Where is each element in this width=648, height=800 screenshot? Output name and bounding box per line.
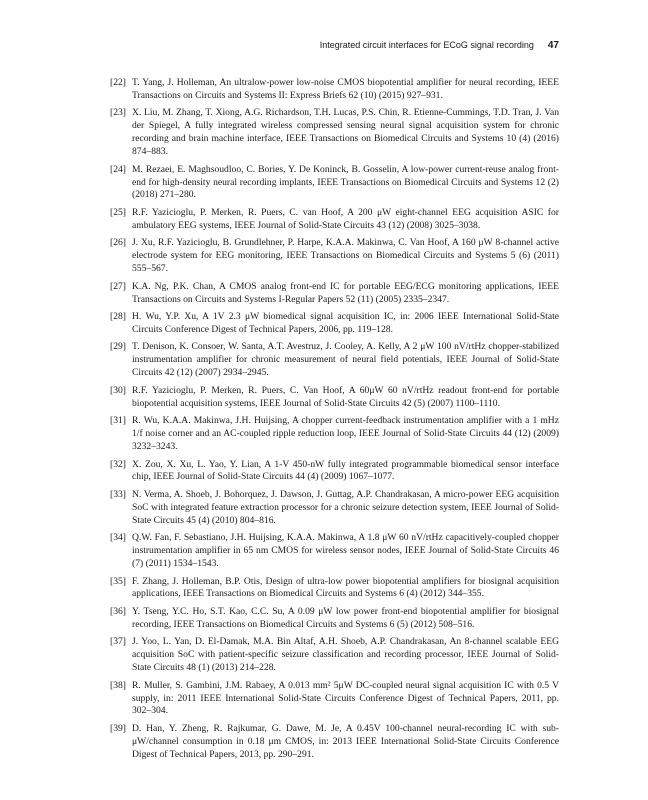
reference-text: M. Rezaei, E. Maghsoudloo, C. Bories, Y. De Koninck, B. Gosselin, A low-power current-reuse analog front-end for high-density neural recording implants, IEEE Transactions on Biomedical Circuits and Systems 12 (2) (2018) 271–280. [132, 163, 559, 201]
reference-text: N. Verma, A. Shoeb, J. Bohorquez, J. Dawson, J. Guttag, A.P. Chandrakasan, A micro-power EEG acquisition SoC with integrated feature extraction processor for a chronic seizure detection system, IEEE Journal of Solid-State Circuits 45 (4) (2010) 804–816. [132, 488, 559, 526]
reference-text: J. Yoo, L. Yan, D. El-Damak, M.A. Bin Altaf, A.H. Shoeb, A.P. Chandrakasan, An 8-channel scalable EEG acquisition SoC with patient-specific seizure classification and recording processor, IEEE Journal of Solid-State Circuits 48 (1) (2013) 214–228. [132, 636, 559, 674]
reference-text: T. Denison, K. Consoer, W. Santa, A.T. Avestruz, J. Cooley, A. Kelly, A 2 μW 100 nV/rtHz chopper-stabilized instrumentation amplifier for chronic measurement of neural field potentials, IEEE Journal of Solid-State Circuits 42 (12) (2007) 2934–2945. [132, 341, 559, 379]
reference-label: [34] [110, 532, 126, 544]
reference-item [110, 606, 559, 632]
reference-item [110, 341, 559, 380]
reference-item [110, 281, 559, 307]
reference-label: [27] [110, 280, 126, 292]
reference-item [110, 207, 559, 233]
reference-text: H. Wu, Y.P. Xu, A 1V 2.3 μW biomedical signal acquisition IC, in: 2006 IEEE International Solid-State Circuits Conference Digest of Technical Papers, 2006, pp. 119–128. [132, 311, 559, 335]
reference-item [110, 385, 559, 411]
reference-item [110, 489, 559, 528]
reference-item [110, 532, 559, 571]
reference-text: X. Zou, X. Xu, L. Yao, Y. Lian, A 1-V 450-nW fully integrated programmable biomedical sensor interface chip, IEEE Journal of Solid-State Circuits 44 (4) (2009) 1067–1077. [132, 458, 559, 483]
reference-label: [24] [110, 163, 126, 175]
reference-text: R.F. Yazicioglu, P. Merken, R. Puers, C. Van Hoof, A 60μW 60 nV/rtHz readout front-end for portable biopotential acquisition systems, IEEE Journal of Solid-State Circuits 42 (5) (2007) 1100–1110. [132, 384, 559, 409]
reference-label: [26] [110, 237, 126, 249]
reference-item [110, 311, 559, 337]
reference-label: [23] [110, 107, 126, 119]
reference-text: X. Liu, M. Zhang, T. Xiong, A.G. Richardson, T.H. Lucas, P.S. Chin, R. Etienne-Cummings, T.D. Tran, J. Van der Spiegel, A fully integrated wireless compressed sensing neural signal acquisition system for chronic recording and brain machine interface, IEEE Transactions on Biomedical Circuits and Systems 10 (4) (2016) 874–883. [132, 107, 559, 158]
reference-text: J. Xu, R.F. Yazicioglu, B. Grundlehner, P. Harpe, K.A.A. Makinwa, C. Van Hoof, A 160 μW 8-channel active electrode system for EEG monitoring, IEEE Transactions on Biomedical Circuits and Systems 5 (6) (2011) 555–567. [132, 237, 559, 275]
reference-label: [30] [110, 384, 126, 396]
reference-label: [29] [110, 341, 126, 353]
reference-text: F. Zhang, J. Holleman, B.P. Otis, Design of ultra-low power biopotential amplifiers for biosignal acquisition applications, IEEE Transactions on Biomedical Circuits and Systems 6 (4) (2012) 344–355. [132, 575, 559, 600]
reference-label: [35] [110, 575, 126, 587]
reference-text: R. Muller, S. Gambini, J.M. Rabaey, A 0.013 mm² 5μW DC-coupled neural signal acquisition IC with 0.5 V supply, in: 2011 IEEE International Solid-State Circuits Conference Digest of Technical Papers, 2011, pp. 302–304. [132, 679, 559, 717]
reference-item [110, 164, 559, 203]
reference-label: [28] [110, 311, 126, 323]
reference-item [110, 636, 559, 675]
reference-item [110, 107, 559, 159]
reference-item [110, 415, 559, 454]
running-header [110, 40, 559, 54]
reference-label: [33] [110, 488, 126, 500]
reference-text: D. Han, Y. Zheng, R. Rajkumar, G. Dawe, M. Je, A 0.45V 100-channel neural-recording IC with sub-μW/channel consumption in 0.18 μm CMOS, in: 2013 IEEE International Solid-State Circuits Conference Digest of Technical Papers, 2013, pp. 290–291. [132, 722, 559, 760]
reference-item [110, 459, 559, 485]
running-title: Integrated circuit interfaces for ECoG signal recording [319, 40, 534, 50]
reference-text: Y. Tseng, Y.C. Ho, S.T. Kao, C.C. Su, A 0.09 μW low power front-end biopotential amplifier for biosignal recording, IEEE Transactions on Biomedical Circuits and Systems 6 (5) (2012) 508–516. [132, 605, 559, 630]
reference-label: [31] [110, 415, 126, 427]
reference-label: [36] [110, 605, 126, 617]
reference-label: [32] [110, 458, 126, 470]
reference-label: [39] [110, 722, 126, 734]
reference-item [110, 576, 559, 602]
reference-item [110, 680, 559, 719]
reference-text: K.A. Ng, P.K. Chan, A CMOS analog front-end IC for portable EEG/ECG monitoring applications, IEEE Transactions on Circuits and Systems I-Regular Papers 52 (11) (2005) 2335–2347. [132, 280, 559, 305]
reference-label: [25] [110, 206, 126, 218]
reference-text: R. Wu, K.A.A. Makinwa, J.H. Huijsing, A chopper current-feedback instrumentation amplifier with a 1 mHz 1/f noise corner and an AC-coupled ripple reduction loop, IEEE Journal of Solid-State Circuits 44 (12) (2009) 3232–3243. [132, 415, 559, 452]
reference-item [110, 237, 559, 276]
reference-label: [37] [110, 636, 126, 648]
reference-item [110, 723, 559, 762]
page-number: 47 [547, 40, 559, 51]
reference-text: Q.W. Fan, F. Sebastiano, J.H. Huijsing, K.A.A. Makinwa, A 1.8 μW 60 nV/rtHz capacitively-coupled chopper instrumentation amplifier in 65 nm CMOS for wireless sensor nodes, IEEE Journal of Solid-State Circuits 46 (7) (2011) 1534–1543. [132, 532, 559, 570]
reference-label: [22] [110, 77, 126, 88]
reference-label: [38] [110, 679, 126, 691]
reference-text: R.F. Yazicioglu, P. Merken, R. Puers, C. van Hoof, A 200 μW eight-channel EEG acquisition ASIC for ambulatory EEG systems, IEEE Journal of Solid-State Circuits 43 (12) (2008) 3025–3038. [132, 206, 559, 231]
reference-text: T. Yang, J. Holleman, An ultralow-power low-noise CMOS biopotential amplifier for neural recording, IEEE Transactions on Circuits and Systems II: Express Briefs 62 (10) (2015) 927–931. [132, 77, 559, 101]
reference-item [110, 77, 559, 103]
reference-list [110, 77, 559, 766]
